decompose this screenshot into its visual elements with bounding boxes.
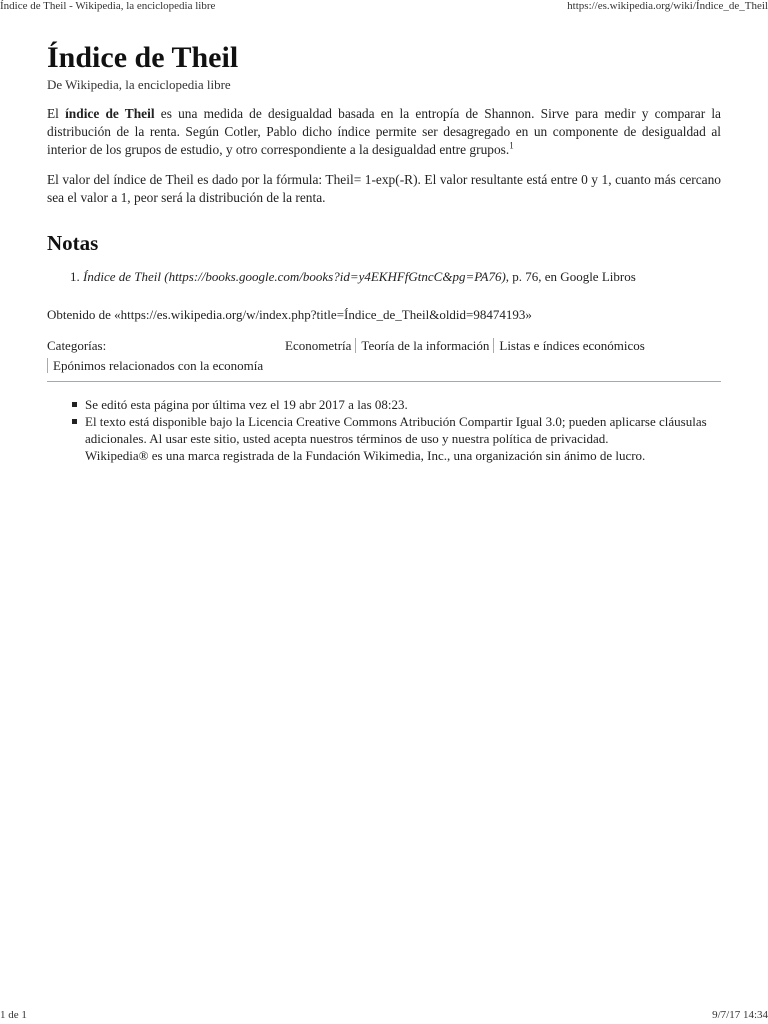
category-link[interactable]: Econometría (285, 338, 352, 353)
note-item (83, 268, 721, 286)
category-link[interactable]: Teoría de la información (355, 338, 493, 353)
print-header (0, 0, 768, 14)
print-datetime: 9/7/17 14:34 (712, 1009, 768, 1021)
categories-box (47, 336, 721, 376)
intro-paragraph (47, 105, 721, 159)
notes-list (47, 268, 721, 286)
categories-row (47, 356, 267, 376)
site-tagline: De Wikipedia, la enciclopedia libre (47, 77, 231, 92)
reference-link[interactable]: 1 (509, 140, 514, 151)
footer-divider (47, 381, 721, 382)
formula-paragraph: El valor del índice de Theil es dado por la fórmula: Theil= 1-exp(-R). El valor resultante está entre 0 y 1, cuanto más cercano sea el valor a 1, peor será la distribución de la renta. (47, 172, 721, 205)
license-info (85, 413, 721, 464)
license-text: El texto está disponible bajo la Licencia Creative Commons Atribución Compartir Igual 3.0; pueden aplicarse cláusulas adicionales. Al usar este sitio, usted acepta nuestros términos de uso y nuestra política de privacidad. (85, 414, 707, 446)
notes-heading: Notas (47, 231, 99, 255)
note-title-link[interactable]: Índice de Theil (83, 269, 161, 284)
page-title: Índice de Theil (47, 41, 239, 74)
obtained-from: Obtenido de «https://es.wikipedia.org/w/index.php?title=Índice_de_Theil&oldid=98474193» (47, 307, 532, 322)
page-number: 1 de 1 (0, 1009, 27, 1021)
term-bold: índice de Theil (65, 106, 155, 121)
last-edited: Se editó esta página por última vez el 19 abr 2017 a las 08:23. (85, 396, 721, 413)
category-link[interactable]: Epónimos relacionados con la economía (47, 358, 267, 373)
print-header-url: https://es.wikipedia.org/wiki/Índice_de_Theil (567, 0, 768, 12)
article-content (47, 40, 721, 464)
categories-label[interactable]: Categorías: (47, 338, 107, 353)
print-footer (0, 1009, 768, 1023)
categories-row (285, 336, 649, 356)
print-header-title: Índice de Theil - Wikipedia, la enciclopedia libre (0, 0, 216, 12)
note-url[interactable]: (https://books.google.com/books?id=y4EKHFfGtncC&pg=PA76) (160, 269, 506, 284)
note-rest: , p. 76, en Google Libros (505, 269, 636, 284)
category-link[interactable]: Listas e índices económicos (493, 338, 649, 353)
intro-text: es una medida de desigualdad basada en la entropía de Shannon. Sirve para medir y comparar la distribución de la renta. Según Cotler, Pablo dicho índice permite ser desagregado en un componente de desigualdad al interior de los grupos de estudio, y otro correspondiente a la desigualdad entre grupos. (47, 106, 721, 157)
footer-info (47, 396, 721, 464)
intro-lead: El (47, 106, 66, 121)
trademark-text: Wikipedia® es una marca registrada de la Fundación Wikimedia, Inc., una organización sin ánimo de lucro. (85, 448, 646, 463)
